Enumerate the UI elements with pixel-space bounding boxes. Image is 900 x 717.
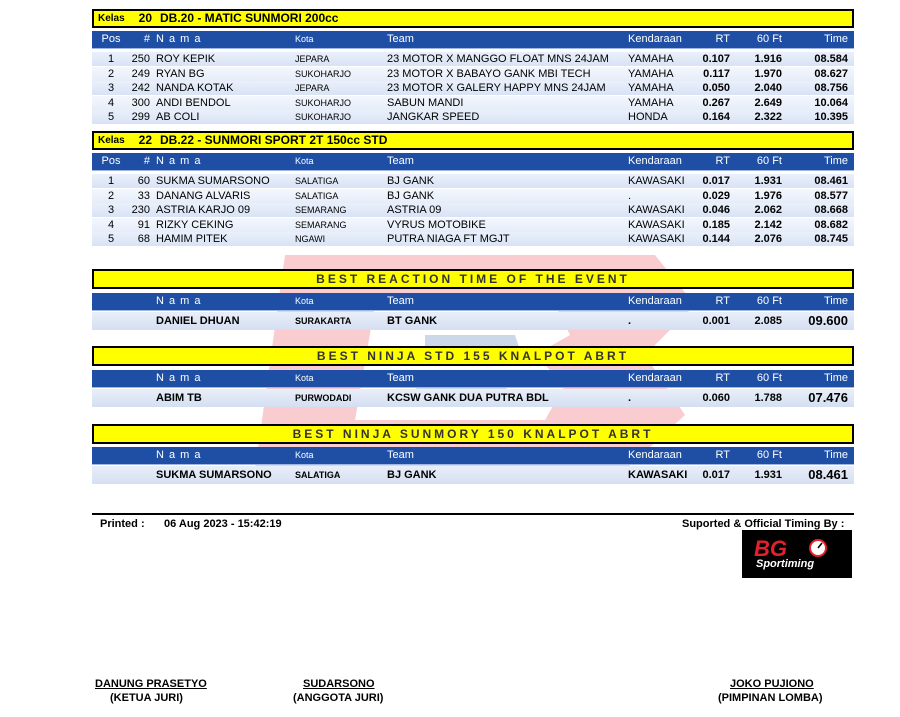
- best-header: [92, 370, 854, 388]
- bg-sportiming-logo: [742, 530, 852, 578]
- logo-icon: [742, 530, 852, 578]
- cell-rt: 0.029: [702, 189, 730, 202]
- cell-kota: SALATIGA: [295, 176, 339, 186]
- col-time: Time: [823, 372, 848, 384]
- cell-team: BJ GANK: [387, 189, 435, 202]
- logo-text: Sportiming: [756, 558, 815, 570]
- cell-kota: SUKOHARJO: [295, 68, 352, 79]
- best-ninja-std-banner: BEST NINJA STD 155 KNALPOT ABRT: [92, 346, 854, 366]
- col-no: #: [143, 33, 150, 45]
- table-row: [92, 189, 854, 203]
- best-header: [92, 293, 854, 311]
- class-number: 20: [138, 11, 152, 25]
- cell-kota: SEMARANG: [295, 205, 347, 215]
- cell-ft: 2.076: [754, 233, 782, 245]
- cell-kota: JEPARA: [295, 54, 330, 64]
- best-kendaraan: .: [628, 392, 632, 404]
- table-header: [92, 153, 854, 171]
- cell-team: BJ GANK: [387, 175, 435, 187]
- col-60ft: 60 Ft: [756, 155, 782, 167]
- col-60ft: 60 Ft: [756, 33, 782, 45]
- cell-time: 08.584: [814, 53, 848, 65]
- col-rt: RT: [715, 295, 730, 307]
- cell-ft: 1.970: [754, 67, 782, 80]
- best-60ft: 1.931: [754, 469, 782, 481]
- cell-no: 33: [137, 189, 150, 202]
- cell-team: VYRUS MOTOBIKE: [387, 218, 486, 231]
- footer-divider: [92, 513, 854, 515]
- cell-kend: .: [628, 189, 632, 202]
- best-60ft: 2.085: [754, 315, 782, 327]
- best-kota: SALATIGA: [295, 470, 341, 480]
- col-team: Team: [387, 372, 414, 384]
- table-row: [92, 174, 854, 188]
- cell-ft: 1.976: [754, 189, 782, 202]
- table-row: [92, 96, 854, 110]
- best-kendaraan: .: [628, 315, 632, 327]
- col-rt: RT: [715, 155, 730, 167]
- cell-no: 299: [131, 111, 150, 123]
- best-reaction-banner: BEST REACTION TIME OF THE EVENT: [92, 269, 854, 289]
- sig3-name: JOKO PUJIONO: [730, 678, 814, 690]
- cell-nama: NANDA KOTAK: [156, 82, 234, 94]
- class-number: 22: [138, 133, 152, 147]
- col-time: Time: [823, 33, 848, 45]
- cell-rt: 0.164: [702, 111, 730, 123]
- best-rt: 0.017: [702, 469, 730, 481]
- cell-nama: ASTRIA KARJO 09: [156, 204, 251, 216]
- cell-no: 230: [131, 204, 150, 216]
- best-row: [92, 466, 854, 484]
- col-kendaraan: Kendaraan: [628, 155, 682, 167]
- cell-team: 23 MOTOR X BABAYO GANK MBI TECH: [387, 67, 591, 80]
- cell-no: 300: [131, 96, 150, 109]
- cell-time: 10.395: [814, 111, 848, 123]
- col-kota: Kota: [295, 156, 314, 166]
- sig2-name: SUDARSONO: [303, 678, 375, 690]
- col-time: Time: [823, 449, 848, 461]
- col-nama: N a m a: [156, 372, 202, 384]
- cell-no: 60: [137, 175, 150, 187]
- col-team: Team: [387, 33, 414, 45]
- cell-no: 250: [131, 53, 150, 65]
- col-nama: N a m a: [156, 449, 202, 461]
- cell-no: 242: [131, 82, 150, 94]
- cell-rt: 0.267: [702, 96, 730, 109]
- kelas-label: Kelas: [98, 13, 125, 24]
- col-60ft: 60 Ft: [756, 372, 782, 384]
- cell-time: 08.577: [814, 189, 848, 202]
- col-no: #: [143, 155, 150, 167]
- cell-rt: 0.107: [702, 53, 730, 65]
- table-row: [92, 203, 854, 217]
- best-header: [92, 447, 854, 465]
- col-kendaraan: Kendaraan: [628, 295, 682, 307]
- sig2-role: (ANGGOTA JURI): [293, 692, 384, 704]
- cell-kend: KAWASAKI: [628, 233, 685, 245]
- svg-text:BG: BG: [754, 536, 787, 561]
- cell-rt: 0.185: [702, 218, 730, 231]
- cell-kend: KAWASAKI: [628, 204, 685, 216]
- cell-no: 249: [131, 67, 150, 80]
- cell-ft: 1.931: [754, 175, 782, 187]
- col-kota: Kota: [295, 450, 314, 460]
- table-row: [92, 232, 854, 246]
- best-60ft: 1.788: [754, 392, 782, 404]
- cell-nama: SUKMA SUMARSONO: [156, 175, 270, 187]
- col-kota: Kota: [295, 34, 314, 44]
- printed-value: 06 Aug 2023 - 15:42:19: [164, 518, 282, 530]
- cell-rt: 0.046: [702, 204, 730, 216]
- best-row: [92, 389, 854, 407]
- cell-time: 08.682: [814, 218, 848, 231]
- cell-pos: 4: [107, 96, 115, 109]
- col-time: Time: [823, 295, 848, 307]
- class-name: DB.20 - MATIC SUNMORI 200cc: [160, 11, 339, 25]
- cell-pos: 5: [107, 233, 115, 245]
- best-kendaraan: KAWASAKI: [628, 469, 688, 481]
- col-kota: Kota: [295, 296, 314, 306]
- col-nama: N a m a: [156, 33, 202, 45]
- cell-pos: 3: [107, 204, 115, 216]
- cell-pos: 2: [107, 67, 115, 80]
- col-pos: Pos: [101, 33, 121, 45]
- cell-kend: KAWASAKI: [628, 175, 685, 187]
- sig1-name: DANUNG PRASETYO: [95, 678, 207, 690]
- best-team: BJ GANK: [387, 469, 437, 481]
- col-team: Team: [387, 295, 414, 307]
- cell-team: 23 MOTOR X MANGGO FLOAT MNS 24JAM: [387, 53, 609, 65]
- cell-pos: 2: [107, 189, 115, 202]
- cell-time: 08.756: [814, 82, 848, 94]
- col-rt: RT: [715, 372, 730, 384]
- cell-kend: YAMAHA: [628, 53, 674, 65]
- cell-pos: 5: [107, 111, 115, 123]
- support-label: Suported & Official Timing By :: [682, 518, 845, 530]
- cell-no: 91: [137, 218, 150, 231]
- cell-pos: 1: [107, 175, 115, 187]
- col-nama: N a m a: [156, 155, 202, 167]
- cell-pos: 1: [107, 53, 115, 65]
- cell-ft: 2.062: [754, 204, 782, 216]
- cell-kota: JEPARA: [295, 83, 330, 93]
- table-row: [92, 110, 854, 124]
- cell-kend: YAMAHA: [628, 82, 674, 94]
- best-nama: ABIM TB: [156, 392, 202, 404]
- cell-kend: YAMAHA: [628, 67, 674, 80]
- best-nama: SUKMA SUMARSONO: [156, 469, 272, 481]
- cell-pos: 4: [107, 218, 115, 231]
- cell-pos: 3: [107, 82, 115, 94]
- best-rt: 0.001: [702, 315, 730, 327]
- cell-kota: SALATIGA: [295, 190, 339, 201]
- cell-kota: SUKOHARJO: [295, 97, 352, 108]
- sig1-role: (KETUA JURI): [110, 692, 183, 704]
- table-row: [92, 81, 854, 95]
- best-time: 07.476: [808, 390, 848, 405]
- cell-time: 08.668: [814, 204, 848, 216]
- cell-rt: 0.017: [702, 175, 730, 187]
- best-team: KCSW GANK DUA PUTRA BDL: [387, 392, 549, 404]
- col-kendaraan: Kendaraan: [628, 33, 682, 45]
- cell-ft: 2.649: [754, 96, 782, 109]
- col-kota: Kota: [295, 373, 314, 383]
- cell-team: SABUN MANDI: [387, 96, 464, 109]
- cell-team: 23 MOTOR X GALERY HAPPY MNS 24JAM: [387, 82, 606, 94]
- col-60ft: 60 Ft: [756, 449, 782, 461]
- cell-kota: NGAWI: [295, 234, 326, 244]
- col-kendaraan: Kendaraan: [628, 449, 682, 461]
- printed-label: Printed :: [100, 518, 145, 530]
- class-name: DB.22 - SUNMORI SPORT 2T 150cc STD: [160, 133, 388, 147]
- cell-no: 68: [137, 233, 150, 245]
- cell-time: 10.064: [814, 96, 848, 109]
- cell-rt: 0.050: [702, 82, 730, 94]
- cell-nama: HAMIM PITEK: [156, 233, 228, 245]
- col-60ft: 60 Ft: [756, 295, 782, 307]
- col-rt: RT: [715, 449, 730, 461]
- best-kota: PURWODADI: [295, 393, 352, 403]
- cell-ft: 2.322: [754, 111, 782, 123]
- kelas-label: Kelas: [98, 135, 125, 146]
- best-kota: SURAKARTA: [295, 316, 352, 326]
- best-row: [92, 312, 854, 330]
- cell-team: PUTRA NIAGA FT MGJT: [387, 233, 510, 245]
- table-row: [92, 52, 854, 66]
- sig3-role: (PIMPINAN LOMBA): [718, 692, 823, 704]
- col-time: Time: [823, 155, 848, 167]
- best-team: BT GANK: [387, 315, 438, 327]
- best-nama: DANIEL DHUAN: [156, 315, 240, 327]
- cell-nama: AB COLI: [156, 111, 200, 123]
- cell-time: 08.461: [814, 175, 848, 187]
- best-ninja-sunmory-banner: BEST NINJA SUNMORY 150 KNALPOT ABRT: [92, 424, 854, 444]
- class-header-22: [92, 131, 854, 150]
- best-rt: 0.060: [702, 392, 730, 404]
- cell-kota: SEMARANG: [295, 219, 347, 230]
- class-header-20: [92, 9, 854, 28]
- cell-nama: RIZKY CEKING: [156, 218, 234, 231]
- col-kendaraan: Kendaraan: [628, 372, 682, 384]
- col-team: Team: [387, 449, 414, 461]
- cell-nama: DANANG ALVARIS: [156, 189, 251, 202]
- cell-rt: 0.144: [702, 233, 730, 245]
- table-row: [92, 218, 854, 232]
- cell-rt: 0.117: [703, 67, 730, 80]
- cell-team: JANGKAR SPEED: [387, 111, 480, 123]
- cell-kota: SUKOHARJO: [295, 112, 352, 122]
- cell-time: 08.627: [814, 67, 848, 80]
- best-time: 08.461: [808, 467, 848, 482]
- cell-ft: 1.916: [754, 53, 782, 65]
- col-rt: RT: [715, 33, 730, 45]
- col-pos: Pos: [101, 155, 121, 167]
- cell-time: 08.745: [814, 233, 848, 245]
- table-header: [92, 31, 854, 49]
- best-time: 09.600: [808, 313, 848, 328]
- cell-team: ASTRIA 09: [387, 204, 442, 216]
- cell-nama: ANDI BENDOL: [156, 96, 231, 109]
- cell-kend: KAWASAKI: [628, 218, 685, 231]
- cell-nama: RYAN BG: [156, 67, 205, 80]
- cell-ft: 2.142: [754, 218, 782, 231]
- col-nama: N a m a: [156, 295, 202, 307]
- cell-ft: 2.040: [754, 82, 782, 94]
- table-row: [92, 67, 854, 81]
- col-team: Team: [387, 155, 414, 167]
- cell-kend: YAMAHA: [628, 96, 674, 109]
- cell-nama: ROY KEPIK: [156, 53, 216, 65]
- cell-kend: HONDA: [628, 111, 668, 123]
